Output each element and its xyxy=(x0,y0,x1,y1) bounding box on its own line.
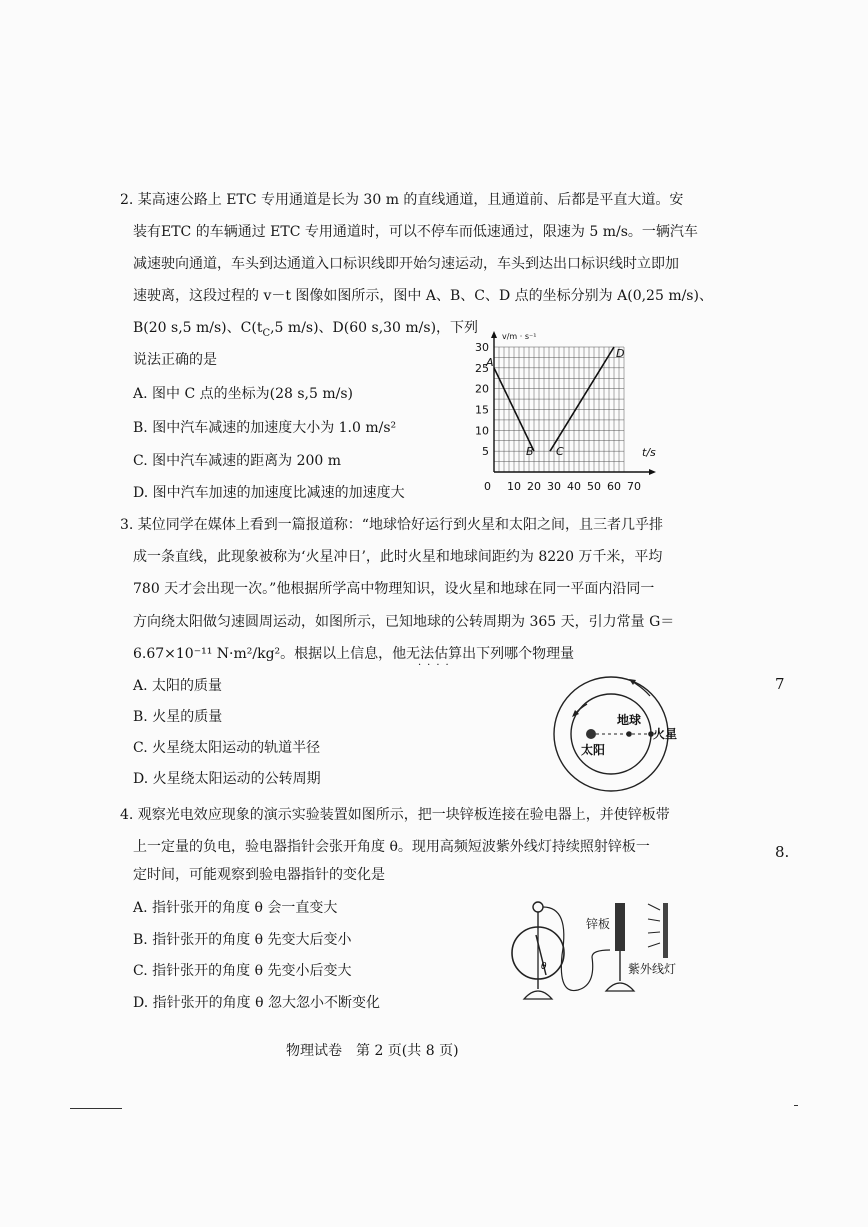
q2-line-5-rest: ,5 m/s)、D(60 s,30 m/s)，下列 xyxy=(270,320,479,336)
q2-line-1: 2. 某高速公路上 ETC 专用通道是长为 30 m 的直线通道，且通道前、后都是平直大道。安 xyxy=(120,192,684,208)
mars-label: 火星 xyxy=(653,727,678,741)
page-footer: 物理试卷 第 2 页(共 8 页) xyxy=(286,1043,459,1059)
origin-label: 0 xyxy=(484,480,491,493)
point-label-a: A xyxy=(486,355,494,369)
bottom-tick xyxy=(794,1105,798,1106)
point-label-c: C xyxy=(556,445,564,459)
q3-line-1: 3. 某位同学在媒体上看到一篇报道称：“地球恰好运行到火星和太阳之间，且三者几乎排 xyxy=(120,517,663,533)
emphasis-dots: ···· xyxy=(418,660,455,671)
y-tick-label: 20 xyxy=(475,382,489,396)
q2-option-b: B. 图中汽车减速的加速度大小为 1.0 m/s² xyxy=(133,420,397,436)
q4-line-1: 4. 观察光电效应现象的演示实验装置如图所示，把一块锌板连接在验电器上，并使锌板带 xyxy=(120,807,670,823)
vt-graph xyxy=(470,320,690,500)
graph-series xyxy=(485,347,624,458)
q4-option-a: A. 指针张开的角度 θ 会一直变大 xyxy=(133,900,338,916)
uv-lamp-label: 紫外线灯 xyxy=(628,962,677,976)
point-label-d: D xyxy=(616,347,625,360)
x-tick-label: 20 xyxy=(527,480,541,493)
q4-line-3: 定时间，可能观察到验电器指针的变化是 xyxy=(133,867,385,883)
y-tick-label: 5 xyxy=(482,445,489,459)
q2-option-d: D. 图中汽车加速的加速度比减速的加速度大 xyxy=(133,485,405,501)
margin-number-8: 8. xyxy=(775,843,790,861)
q2-line-5-start: B(20 s,5 m/s)、C(t xyxy=(133,320,263,336)
q3-option-c: C. 火星绕太阳运动的轨道半径 xyxy=(133,740,321,756)
q2-line-2: 装有ETC 的车辆通过 ETC 专用通道时，可以不停车而低速通过，限速为 5 m/s。一辆汽车 xyxy=(133,224,698,240)
y-tick-label: 30 xyxy=(475,341,489,354)
bottom-rule xyxy=(70,1108,122,1109)
q2-line-5 xyxy=(133,319,478,343)
svg-text:θ: θ xyxy=(541,962,547,972)
electroscope-ball xyxy=(533,902,543,912)
sun-label: 太阳 xyxy=(581,743,606,757)
y-tick-label: 15 xyxy=(475,403,489,417)
x-tick-label: 40 xyxy=(567,480,581,493)
q4-line-2: 上一定量的负电，验电器指针会张开角度 θ。现用高频短波紫外线灯持续照射锌板一 xyxy=(133,839,650,855)
q2-line-4: 速驶离，这段过程的 v－t 图像如图所示，图中 A、B、C、D 点的坐标分别为 A(0,25 m/s)、 xyxy=(133,288,713,304)
x-tick-label: 60 xyxy=(607,480,621,493)
y-axis-label: v/m · s⁻¹ xyxy=(502,332,537,341)
q2-option-a: A. 图中 C 点的坐标为(28 s,5 m/s) xyxy=(133,386,353,402)
q3-option-a: A. 太阳的质量 xyxy=(133,678,223,694)
mars-direction-arrow-icon xyxy=(633,682,650,696)
x-axis-arrowhead xyxy=(649,469,656,475)
zinc-plate-icon xyxy=(615,903,625,951)
q2-line-5-sub: C xyxy=(262,327,271,339)
q3-option-d: D. 火星绕太阳运动的公转周期 xyxy=(133,771,321,787)
x-tick-label: 50 xyxy=(587,480,601,493)
earth-icon xyxy=(626,731,632,737)
y-axis-arrowhead xyxy=(491,331,497,338)
q3-line-3: 780 天才会出现一次。”他根据所学高中物理知识，设火星和地球在同一平面内沿同一 xyxy=(133,581,655,597)
sun-icon xyxy=(586,729,596,739)
uv-lamp-icon xyxy=(663,903,668,958)
x-tick-label: 70 xyxy=(627,480,641,493)
q2-line-3: 减速驶向通道，车头到达通道入口标识线即开始匀速运动，车头到达出口标识线时立即加 xyxy=(133,256,679,272)
q3-option-b: B. 火星的质量 xyxy=(133,709,223,725)
electroscope-figure xyxy=(500,895,700,1010)
q4-option-d: D. 指针张开的角度 θ 忽大忽小不断变化 xyxy=(133,995,380,1011)
q3-line-2: 成一条直线，此现象被称为‘火星冲日’，此时火星和地球间距约为 8220 万千米，平均 xyxy=(133,549,663,565)
orbit-figure xyxy=(525,668,695,808)
graph-ticks xyxy=(475,341,641,493)
x-tick-label: 10 xyxy=(507,480,521,493)
earth-label: 地球 xyxy=(617,713,642,727)
point-label-b: B xyxy=(526,445,534,459)
x-tick-label: 30 xyxy=(547,480,561,493)
y-tick-label: 10 xyxy=(475,424,489,438)
q4-option-c: C. 指针张开的角度 θ 先变小后变大 xyxy=(133,963,352,979)
margin-number-7: 7 xyxy=(775,675,785,693)
q4-option-b: B. 指针张开的角度 θ 先变大后变小 xyxy=(133,932,352,948)
q2-line-6: 说法正确的是 xyxy=(133,352,217,368)
x-axis-label: t/s xyxy=(642,446,656,459)
zinc-plate-label: 锌板 xyxy=(586,917,611,931)
q2-option-c: C. 图中汽车减速的距离为 200 m xyxy=(133,453,342,469)
graph-axes xyxy=(491,331,656,475)
y-tick-label: 25 xyxy=(475,361,489,375)
q3-line-5: 6.67×10⁻¹¹ N·m²/kg²。根据以上信息，他无法估算出下列哪个物理量 xyxy=(133,646,575,662)
q3-line-4: 方向绕太阳做匀速圆周运动，如图所示，已知地球的公转周期为 365 天，引力常量 G＝ xyxy=(133,614,675,630)
